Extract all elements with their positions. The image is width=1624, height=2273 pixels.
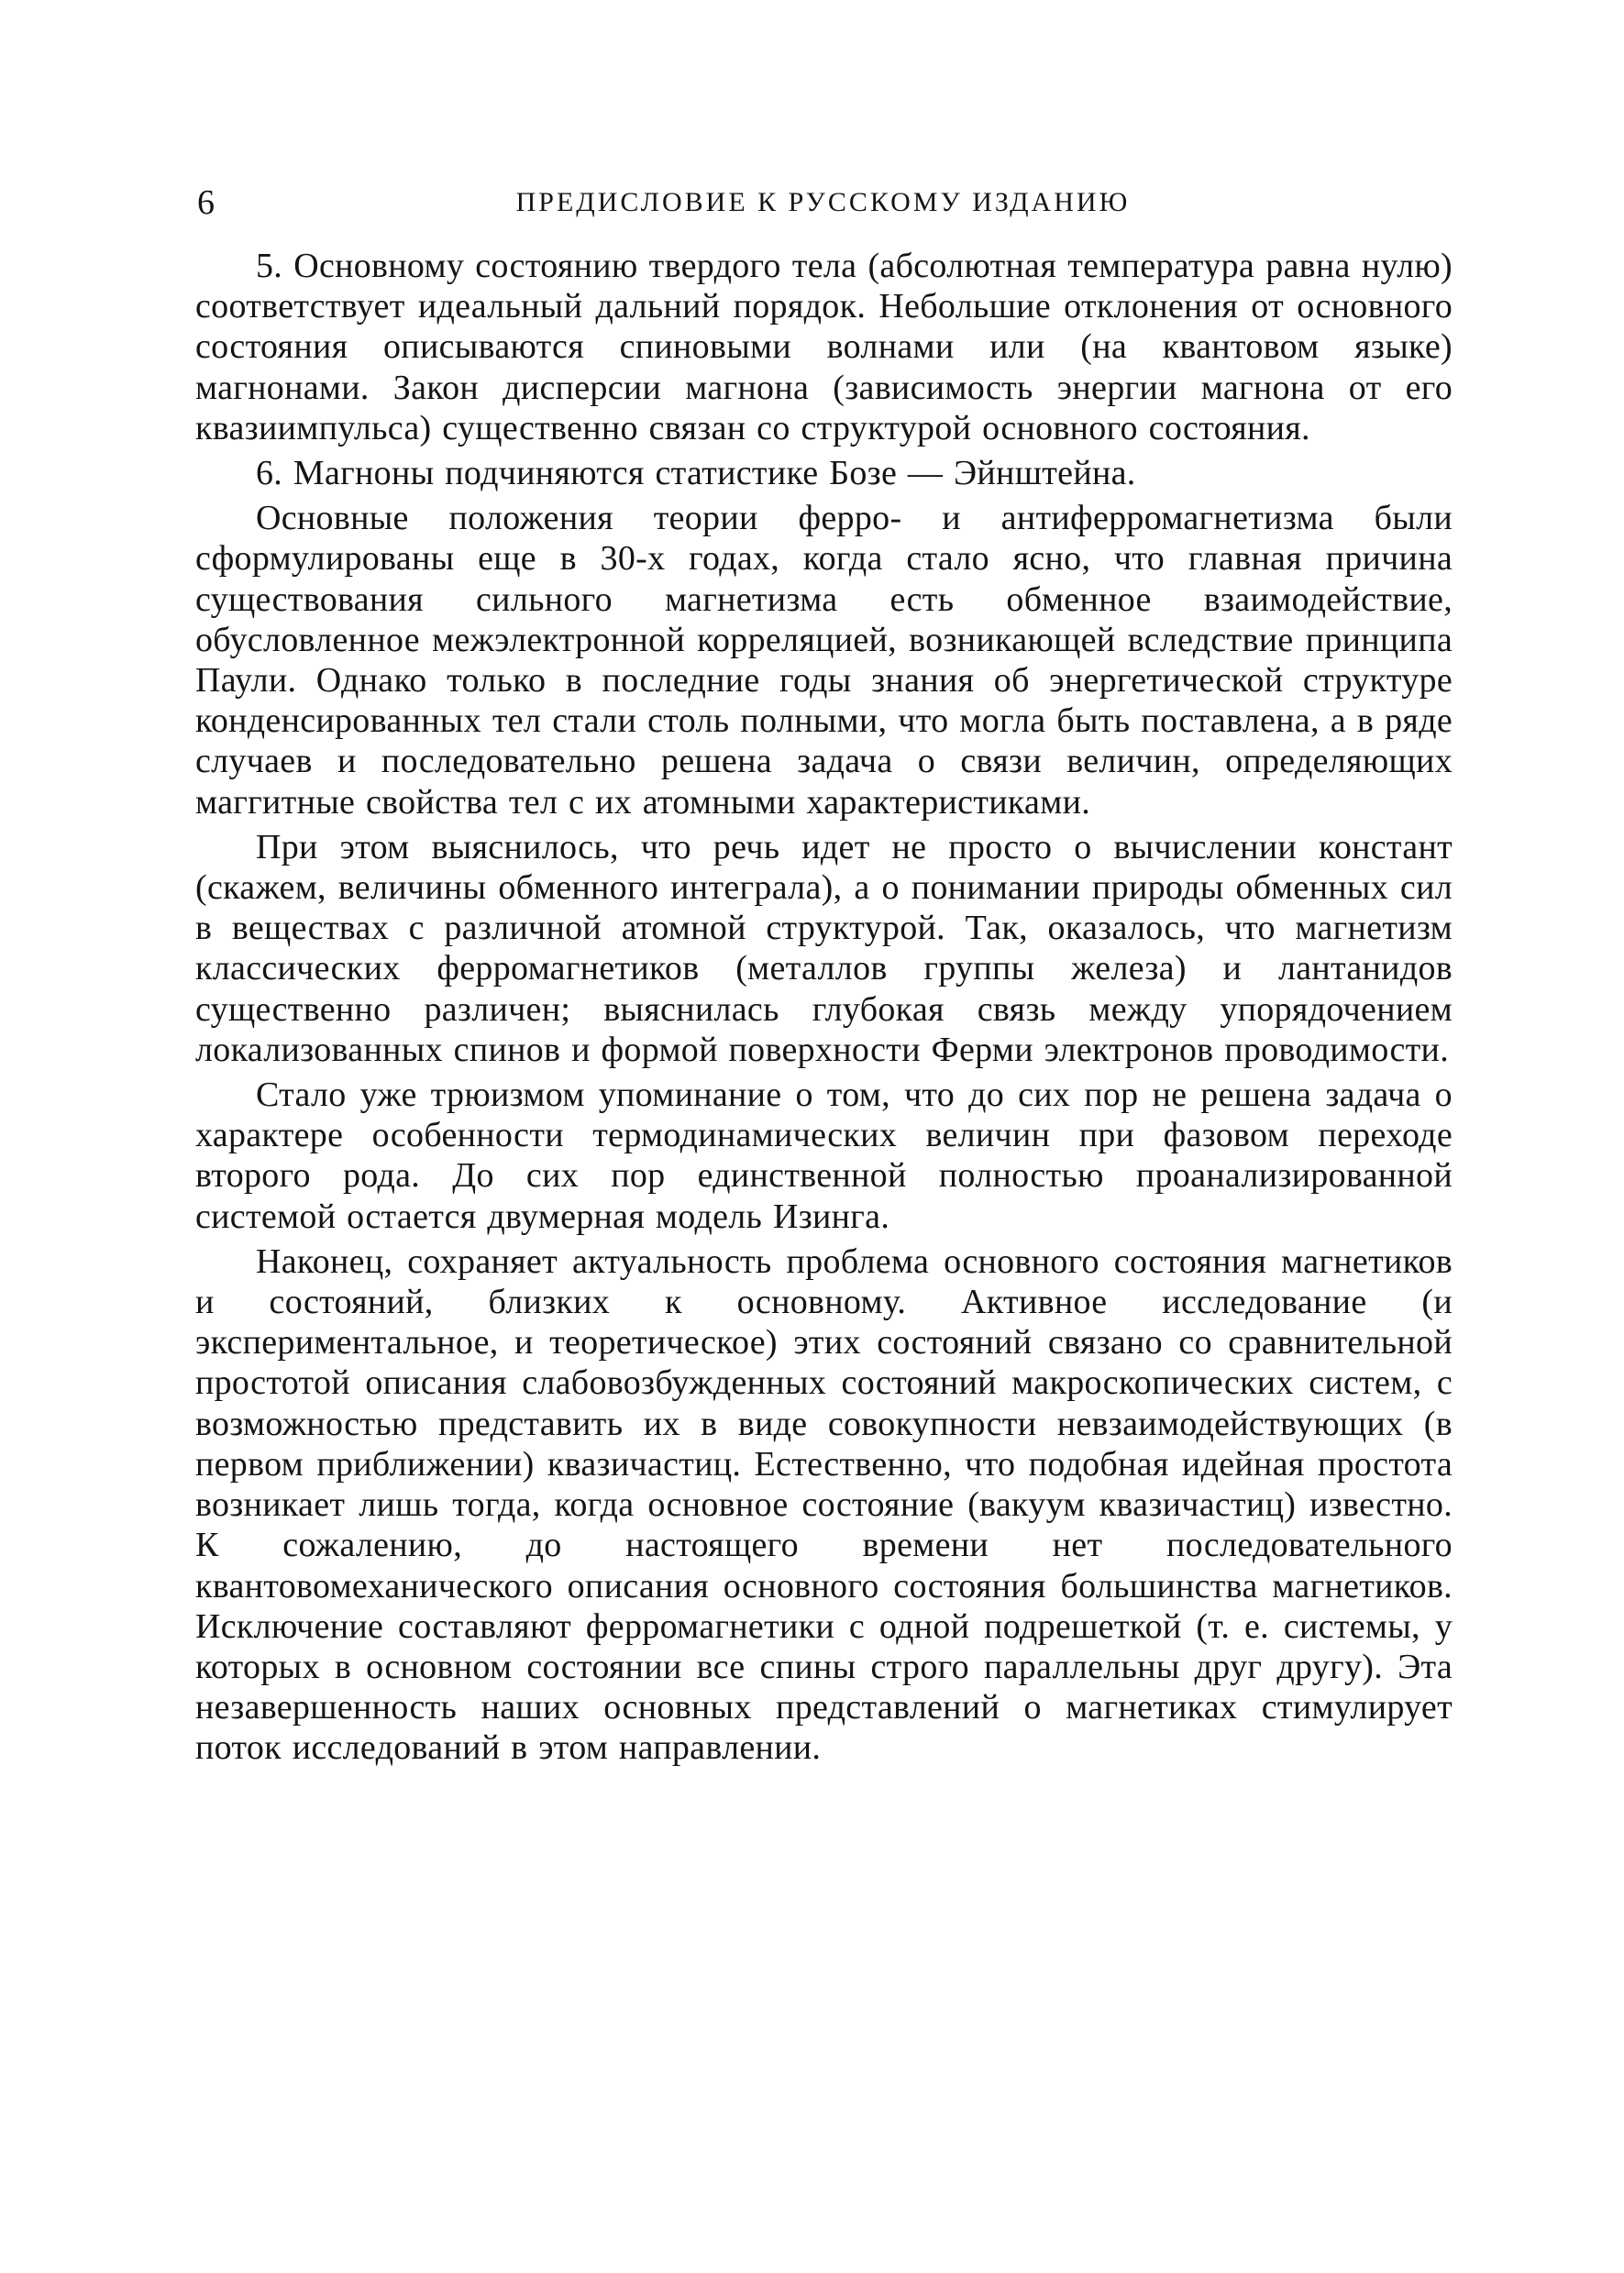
paragraph-exchange-forces: При этом выяснилось, что речь идет не просто о вычислении констант (скажем, величины обменного интеграла), а о понимании природы обменных сил в веществах с различной атомной структурой. Так, оказалось, что магнетизм классических ферромагнетиков (металлов группы железа) и лантанидов существенно различен; выяснилась глубокая связь между упорядочением локализованных спинов и формой поверхности Ферми электронов проводимости. xyxy=(195,827,1453,1069)
body-text xyxy=(195,246,1453,1773)
running-title: ПРЕДИСЛОВИЕ К РУССКОМУ ИЗДАНИЮ xyxy=(515,187,1131,217)
paragraph-item-5: 5. Основному состоянию твердого тела (абсолютная температура равна нулю) соответствует идеальный дальний порядок. Небольшие отклонения от основного состояния описываются спиновыми волнами или (на квантовом языке) магнонами. Закон дисперсии магнона (зависимость энергии магнона от его квазиимпульса) существенно связан со структурой основного состояния. xyxy=(195,247,1453,447)
page-number: 6 xyxy=(197,183,215,222)
paragraph-history: Основные положения теории ферро- и антиферромагнетизма были сформулированы еще в 30-х годах, когда стало ясно, что главная причина существования сильного магнетизма есть обменное взаимодействие, обусловленное межэлектронной корреляцией, возникающей вследствие принципа Паули. Однако только в последние годы знания об энергетической структуре конденсированных тел стали столь полными, что могла быть поставлена, а в ряде случаев и последовательно решена задача о связи величин, определяющих маггитные свойства тел с их атомными характеристиками. xyxy=(195,499,1453,822)
paragraph-item-6: 6. Магноны подчиняются статистике Бозе — Эйнштейна. xyxy=(256,454,1136,493)
paragraph-ground-state: Наконец, сохраняет актуальность проблема основного состояния магнетиков и состояний, близких к основному. Активное исследование (и экспериментальное, и теоретическое) этих состояний связано со сравнительной простотой описания слабовозбужденных состояний макроскопических систем, с возможностью представить их в виде совокупности невзаимодействующих (в первом приближении) квазичастиц. Естественно, что подобная идейная простота возникает лишь тогда, когда основное состояние (вакуум квазичастиц) известно. К сожалению, до настоящего времени нет последовательного квантовомеханического описания основного состояния большинства магнетиков. Исключение составляют ферромагнетики с одной подрешеткой (т. е. системы, у которых в основном состоянии все спины строго параллельны друг другу). Эта незавершенность наших основных представлений о магнетиках стимулирует поток исследований в этом направлении. xyxy=(195,1241,1453,1768)
paragraph-phase-transition: Стало уже трюизмом упоминание о том, что до сих пор не решена задача о характере особенности термодинамических величин при фазовом переходе второго рода. До сих пор единственной полностью проанализированной системой остается двумерная модель Изинга. xyxy=(195,1076,1453,1236)
page-header xyxy=(197,180,1449,226)
